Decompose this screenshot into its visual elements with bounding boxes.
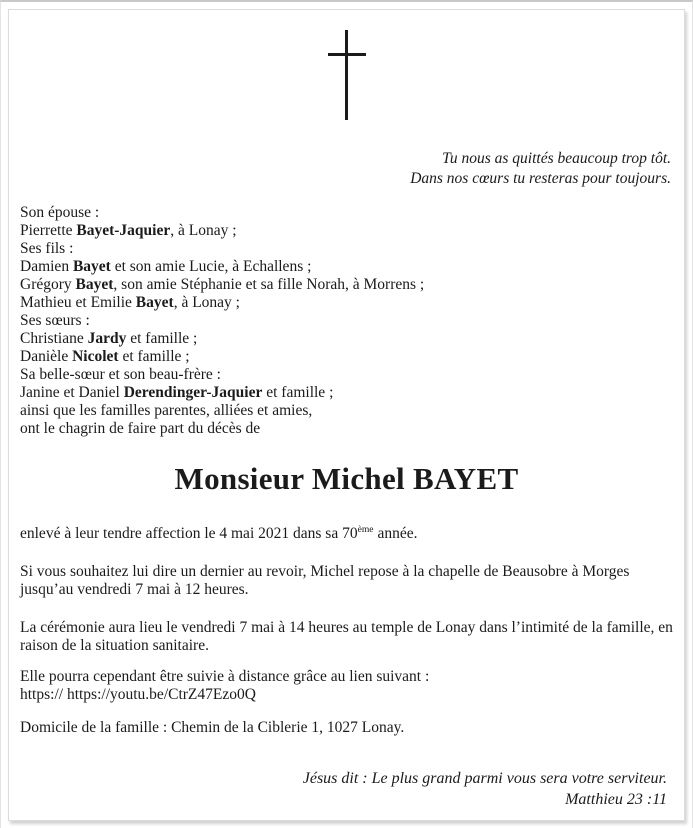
bold-surname: Bayet-Jaquier — [76, 222, 171, 239]
text-segment: ème — [357, 523, 374, 535]
family-line — [20, 222, 673, 240]
quote-line: Tu nous as quittés beaucoup trop tôt. — [442, 150, 671, 167]
top-quote — [20, 149, 673, 189]
text-segment: , son amie Stéphanie et sa fille Norah, à Morrens ; — [113, 276, 425, 293]
paragraph — [20, 525, 673, 544]
bold-surname: Bayet — [135, 294, 174, 311]
bold-surname: Jardy — [87, 330, 127, 347]
youtube-link-text: https:// https://youtu.be/CtrZ47Ezo0Q — [20, 686, 256, 703]
family-line — [20, 384, 673, 402]
text-segment: Danièle — [20, 348, 73, 365]
body-paragraphs — [20, 525, 673, 737]
bold-surname: Bayet — [75, 276, 114, 293]
quote-line: Jésus dit : Le plus grand parmi vous sera votre serviteur. — [302, 770, 667, 787]
family-line — [20, 312, 673, 330]
text-segment: et son amie Lucie, à Echallens ; — [110, 258, 312, 275]
family-line — [20, 330, 673, 348]
text-segment: et famille ; — [126, 330, 198, 347]
text-segment: et famille ; — [262, 384, 334, 401]
paragraph — [20, 668, 673, 705]
text-segment: Si vous souhaitez lui dire un dernier au revoir, Michel repose à la chapelle de Beausobre à Morges jusqu’au vendredi 7 mai à 12 heures. — [20, 562, 630, 598]
page-title: Monsieur Michel BAYET — [174, 461, 519, 496]
family-line — [20, 402, 673, 420]
bold-surname: Bayet — [72, 258, 111, 275]
text-segment: Christiane — [20, 330, 88, 347]
text-segment: année. — [373, 525, 418, 542]
paragraph — [20, 619, 673, 656]
bold-surname: Nicolet — [72, 348, 119, 365]
text-segment: Ses sœurs : — [20, 312, 90, 329]
text-segment: , à Lonay ; — [170, 222, 237, 239]
family-list — [20, 204, 673, 438]
quote-line: Matthieu 23 :11 — [565, 791, 667, 808]
family-line — [20, 420, 673, 438]
text-segment: Son épouse : — [20, 204, 100, 221]
family-line — [20, 276, 673, 294]
text-segment: ont le chagrin de faire part du décès de — [20, 420, 261, 437]
text-segment: , à Lonay ; — [173, 294, 240, 311]
text-segment: Ses fils : — [20, 240, 74, 257]
text-segment: Domicile de la famille : Chemin de la Ciblerie 1, 1027 Lonay. — [20, 718, 405, 736]
text-segment: Pierrette — [20, 222, 77, 239]
bold-surname: Derendinger-Jaquier — [123, 384, 263, 401]
family-line — [20, 366, 673, 384]
family-line — [20, 240, 673, 258]
paragraph — [20, 563, 673, 600]
text-segment: La cérémonie aura lieu le vendredi 7 mai à 14 heures au temple de Lonay dans l’intimité de la famille, en raison de la situation sanitaire. — [20, 618, 673, 654]
paragraph — [20, 719, 673, 738]
text-segment: Grégory — [20, 276, 76, 293]
text-segment: Sa belle-sœur et son beau-frère : — [20, 366, 221, 383]
family-line — [20, 294, 673, 312]
family-line — [20, 258, 673, 276]
text-segment: Damien — [20, 258, 73, 275]
closing-quote — [20, 768, 673, 810]
text-segment: et famille ; — [118, 348, 190, 365]
family-line — [20, 204, 673, 222]
text-segment: Mathieu et Emilie — [20, 294, 136, 311]
text-segment: ainsi que les familles parentes, alliées et amies, — [20, 402, 313, 419]
text-segment: enlevé à leur tendre affection le 4 mai 2021 dans sa 70 — [20, 525, 358, 542]
memorial-card — [8, 9, 685, 821]
text-segment: Janine et Daniel — [20, 384, 124, 401]
text-segment: Elle pourra cependant être suivie à distance grâce au lien suivant : — [20, 667, 430, 685]
cross-icon — [328, 30, 366, 120]
family-line — [20, 348, 673, 366]
quote-line: Dans nos cœurs tu resteras pour toujours. — [410, 170, 671, 187]
